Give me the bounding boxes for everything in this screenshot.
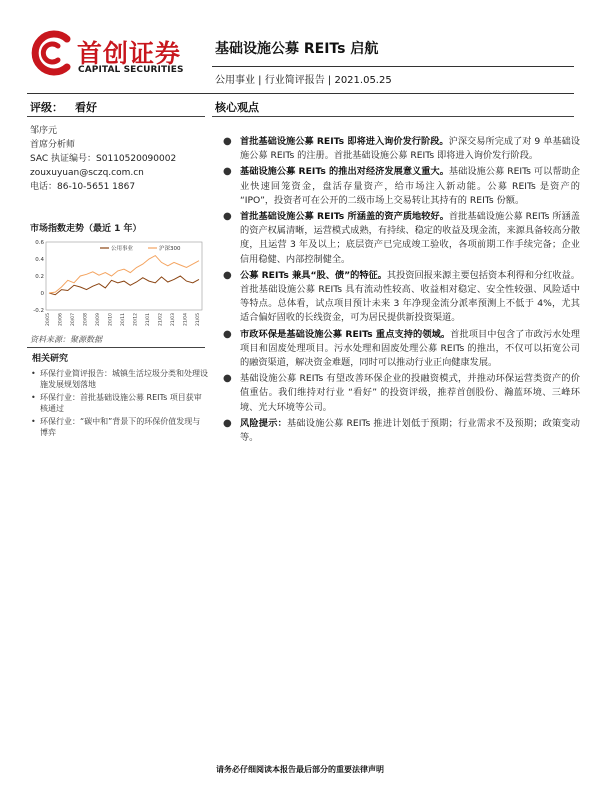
report-meta: 公用事业 | 行业简评报告 | 2021.05.25 [215, 75, 392, 86]
bullet-icon: ● [223, 373, 232, 385]
x-tick-label: 21/03 [171, 313, 176, 326]
analyst-phone: 电话：86-10-5651 1867 [30, 182, 136, 192]
analyst-role: 首席分析师 [30, 140, 76, 150]
related-item[interactable] [30, 416, 208, 438]
related-item-text: 环保行业：“碳中和”背景下的环保价值发现与博弈 [40, 417, 201, 437]
bullet-icon: ● [223, 328, 232, 340]
plot-frame [46, 242, 202, 310]
point-lead: 首批基础设施公募 REITs 即将进入询价发行阶段。 [240, 136, 449, 147]
x-tick-label: 21/02 [158, 313, 164, 326]
bullet-icon: ● [223, 136, 232, 147]
core-views-list [220, 135, 580, 447]
core-point [220, 328, 580, 371]
core-point [220, 417, 580, 445]
header-divider [27, 93, 574, 94]
x-tick-label: 20/09 [96, 313, 101, 326]
analyst-email[interactable]: zouxuyuan@sczq.com.cn [30, 168, 144, 178]
point-text: 基础设施公募 REITs 推进计划低于预期；行业需求不及预期；政策变动等。 [240, 417, 580, 444]
related-research-title: 相关研究 [32, 354, 69, 364]
point-text: 基础设施公募 REITs 有望改善环保企业的投融资模式，并推动环保运营类资产的价值重估。我们维持对行业 “看好” 的投资评级，推荐首创股份、瀚蓝环境、三峰环境、光大环境等公司。 [240, 373, 580, 413]
point-text: 基础设施公募 REITs 可以帮助企业快速回笼资金，盘活存量资产，给市场注入新动能。公募 REITs 是资产的 “IPO”，投资者可在公开的二级市场上交易转让其持有的 REITs 份额。 [240, 166, 580, 206]
x-tick-label: 21/01 [146, 313, 151, 326]
bullet-icon: • [31, 369, 36, 378]
point-lead: 市政环保是基础设施公募 REITs 重点支持的领域。 [240, 328, 451, 340]
left-section-divider [27, 116, 205, 117]
right-section-divider [212, 116, 574, 117]
related-research [30, 351, 208, 440]
x-tick-label: 20/11 [121, 313, 126, 326]
y-tick-label: 0 [40, 291, 44, 297]
core-point [220, 135, 580, 163]
report-title: 基础设施公募 REITs 启航 [215, 41, 379, 57]
bullet-icon: ● [223, 211, 232, 223]
core-views-title: 核心观点 [215, 101, 259, 114]
rating [30, 99, 97, 115]
title-divider [212, 66, 574, 67]
x-tick-label: 20/06 [58, 313, 64, 326]
chart-title: 市场指数走势（最近 1 年） [30, 224, 142, 234]
bullet-icon: ● [223, 417, 232, 429]
analyst-name: 邹序元 [30, 126, 58, 136]
legend-label: 沪深300 [159, 246, 181, 252]
market-index-chart [30, 236, 205, 331]
chart-divider [27, 347, 205, 348]
rating-value: 看好 [75, 101, 97, 114]
company-logo [27, 30, 197, 76]
x-tick-label: 20/10 [108, 313, 114, 326]
x-tick-label: 20/12 [133, 313, 139, 326]
point-lead: 首批基础设施公募 REITs 所涵盖的资产质地较好。 [240, 211, 449, 223]
legal-disclaimer: 请务必仔细阅读本报告最后部分的重要法律声明 [216, 765, 384, 774]
x-tick-label: 20/08 [83, 313, 89, 326]
core-point [220, 210, 580, 267]
rating-label: 评级： [30, 101, 63, 114]
bullet-icon: ● [223, 166, 232, 178]
y-tick-label: -0.2 [33, 308, 44, 314]
related-item[interactable] [30, 392, 208, 414]
related-item-text: 环保行业简评报告：城镇生活垃圾分类和处理设施发展规划落地 [40, 369, 208, 389]
y-tick-label: 0.6 [35, 240, 44, 246]
x-tick-label: 20/05 [46, 313, 51, 326]
logo-english-name: CAPITAL SECURITIES [78, 65, 184, 75]
series-line-utilities [49, 276, 199, 295]
y-tick-label: 0.4 [35, 257, 44, 263]
related-item-text: 环保行业：首批基础设施公募 REITs 项目获审核通过 [40, 393, 202, 413]
x-tick-label: 21/05 [196, 313, 201, 326]
chart-source: 资料来源：聚源数据 [30, 335, 102, 344]
x-tick-label: 21/04 [183, 313, 189, 326]
y-tick-label: 0.2 [35, 274, 44, 280]
point-lead: 基础设施公募 REITs 的推出对经济发展意义重大。 [240, 166, 449, 178]
bullet-icon: ● [223, 269, 232, 281]
analyst-sac: SAC 执证编号：S0110520090002 [30, 154, 177, 164]
bullet-icon: • [31, 417, 36, 426]
x-tick-label: 20/07 [71, 313, 76, 326]
bullet-icon: • [31, 393, 36, 402]
point-text: 沪深交易所完成了对 9 单基础设施公募 REITs 的注册。首批基础设施公募 REITs 即将进入询价发行阶段。 [240, 136, 580, 162]
core-point [220, 372, 580, 415]
legend-label: 公用事业 [111, 246, 134, 252]
logo-mark-icon [27, 30, 73, 76]
logo-chinese-name: 首创证券 [77, 39, 182, 68]
related-item[interactable] [30, 368, 208, 390]
point-text: 首批基础设施公募 REITs 所涵盖的资产权属清晰，运营模式成熟，有持续、稳定的收益及现金流，来源具备较高分散度，且运营 3 年及以上；底层资产已完成竣工验收，各项前期工作手续完备；企业信用稳健、内部控制健全。 [240, 211, 580, 265]
analyst-info [30, 124, 176, 194]
point-lead: 风险提示： [240, 417, 287, 429]
point-text: 其投资回报来源主要包括资本利得和分红收益。首批基础设施公募 REITs 具有流动性较高、收益相对稳定、安全性较强、风险适中等特点。总体看，试点项目预计未来 3 年净现金流分派率预测上不低于 4%，尤其适合偏好固收的长线资金，可为居民提供新投资渠道。 [240, 269, 580, 324]
point-text: 首批项目中包含了市政污水处理项目和固废处理项目。污水处理和固废处理公募 REITs 的推出，不仅可以拓宽公司的融资渠道，解决资金难题，同时可以推动行业正向健康发展。 [240, 328, 580, 369]
point-lead: 公募 REITs 兼具“股、债”的特征。 [240, 269, 387, 281]
core-point [220, 269, 580, 326]
core-point [220, 165, 580, 208]
